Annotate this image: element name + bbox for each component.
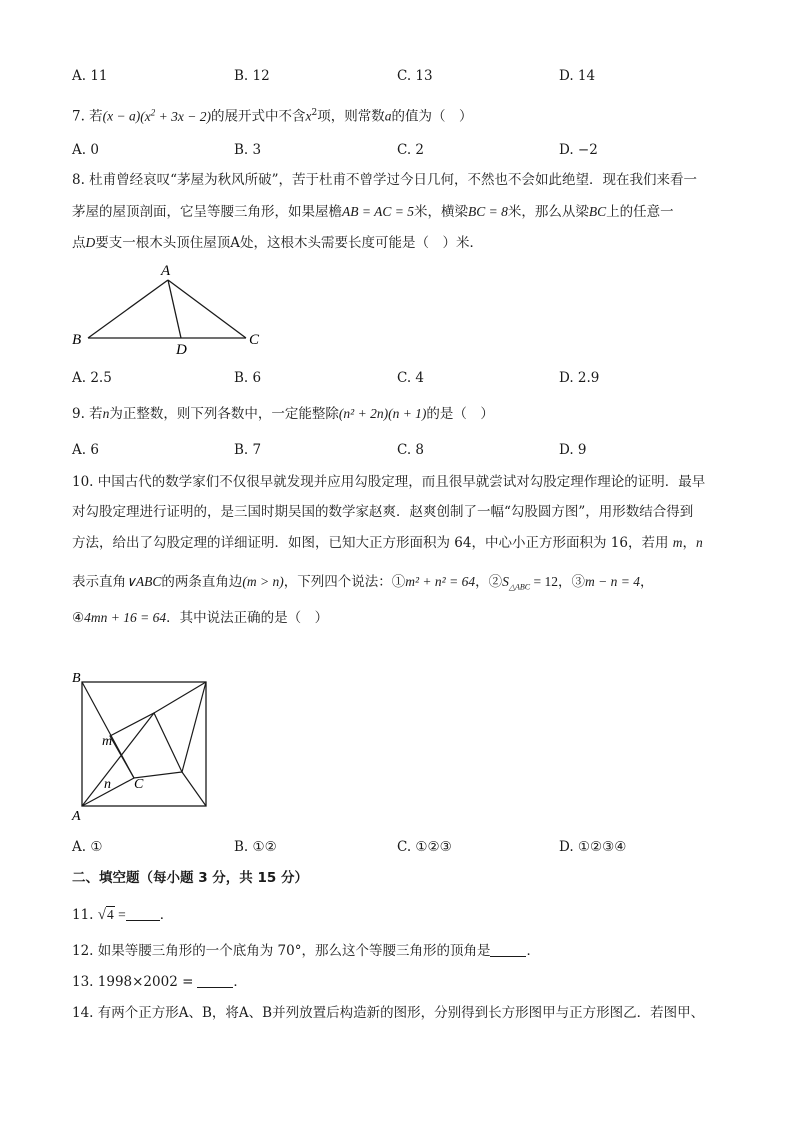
q6-option-c: C. 13 [397, 68, 433, 84]
q10-line3: 方法，给出了勾股定理的详细证明．如图，已知大正方形面积为 64，中心小正方形面积为 16，若用 m，n [72, 535, 703, 551]
q11-stem: 11. √4 = ． [72, 907, 174, 923]
q10-line-left [82, 713, 154, 806]
q10-label-b: B [72, 671, 81, 686]
q7-option-d: D. −2 [559, 142, 598, 158]
q8-option-b: B. 6 [234, 370, 262, 386]
q7-stem: 7. 若$(x - a)(x^2 + 3x - 2)$的展开式中不含$x^2$项，则常数a的值为（ ） [72, 107, 473, 125]
q11-radicand: 4 [107, 907, 114, 922]
q10-line5: ④4mn + 16 = 64．其中说法正确的是（ ） [72, 610, 329, 626]
q12-answer-blank[interactable] [490, 942, 526, 957]
q7-expr1: (x − a) [102, 108, 141, 124]
q10-label-c: C [134, 777, 144, 792]
q10-zhaoshuang-figure [66, 668, 216, 826]
q8-side-ab [88, 280, 168, 338]
q12-stem: 12. 如果等腰三角形的一个底角为 70°，那么这个等腰三角形的顶角是 ． [72, 943, 540, 959]
q8-line1: 8. 杜甫曾经哀叹“茅屋为秋风所破”，苦于杜甫不曾学过今日几何，不然也不会如此绝望．现在我们来看一 [72, 172, 697, 188]
q10-label-n: n [104, 777, 111, 792]
q11-answer-blank[interactable] [126, 906, 160, 921]
q10-line-br [182, 772, 206, 806]
q9-option-b: B. 7 [234, 442, 262, 458]
q10-line4: 表示直角∨ABC的两条直角边(m > n)，下列四个说法：①m² + n² = 64，$②S_{\triangle ABC} = 12$，③m − n = 4， [72, 574, 654, 592]
q8-label-d: D [176, 342, 187, 358]
q10-option-d: D. ①②③④ [559, 839, 627, 855]
q8-option-c: C. 4 [397, 370, 425, 386]
q10-outer-square [82, 682, 206, 806]
q13-stem: 13. 1998×2002 = ． [72, 974, 247, 990]
q8-label-a: A [161, 263, 171, 279]
q9-option-a: A. 6 [72, 442, 99, 458]
q8-option-d: D. 2.9 [559, 370, 600, 386]
q6-option-a: A. 11 [72, 68, 108, 84]
q10-label-m: m [102, 734, 113, 749]
q10-line2: 对勾股定理进行证明的，是三国时期吴国的数学家赵爽．赵爽创制了一幅“勾股圆方图”，用形数结合得到 [72, 504, 694, 520]
q10-option-c: C. ①②③ [397, 839, 452, 855]
q10-option-b: B. ①② [234, 839, 277, 855]
q9-option-d: D. 9 [559, 442, 587, 458]
q7-number: 7. 若 [72, 108, 103, 125]
q9-option-c: C. 8 [397, 442, 425, 458]
q8-line3: 点D要支一根木头顶住屋顶A处，这根木头需要长度可能是（ ）米． [72, 235, 483, 251]
q10-option-a: A. ① [72, 839, 103, 855]
q8-label-b: B [72, 332, 82, 348]
q10-line-right [182, 682, 206, 772]
q10-label-a: A [72, 809, 81, 824]
q7-option-c: C. 2 [397, 142, 425, 158]
q8-line2: 茅屋的屋顶剖面，它呈等腰三角形，如果屋檐AB = AC = 5米，横梁BC = 8米，那么从梁BC上的任意一 [72, 204, 674, 220]
q8-option-a: A. 2.5 [72, 370, 112, 386]
q7-expr2: $(x^2 + 3x - 2)$ [140, 107, 211, 124]
q10-line1: 10. 中国古代的数学家们不仅很早就发现并应用勾股定理，而且很早就尝试对勾股定理作理论的证明．最早 [72, 474, 706, 490]
q7-option-b: B. 3 [234, 142, 262, 158]
q8-label-c: C [249, 332, 260, 348]
q7-option-a: A. 0 [72, 142, 99, 158]
q6-option-d: D. 14 [559, 68, 596, 84]
q6-option-b: B. 12 [234, 68, 270, 84]
q10-line-top [154, 682, 206, 713]
q14-stem: 14. 有两个正方形A、B，将A、B并列放置后构造新的图形，分别得到长方形图甲与正方形图乙．若图甲、 [72, 1005, 705, 1021]
section-2-heading: 二、填空题（每小题 3 分，共 15 分） [72, 870, 308, 886]
q9-stem: 9. 若n为正整数，则下列各数中，一定能整除(n² + 2n)(n + 1)的是（ ） [72, 406, 494, 422]
q8-triangle-figure [68, 258, 268, 358]
q13-answer-blank[interactable] [197, 973, 233, 988]
